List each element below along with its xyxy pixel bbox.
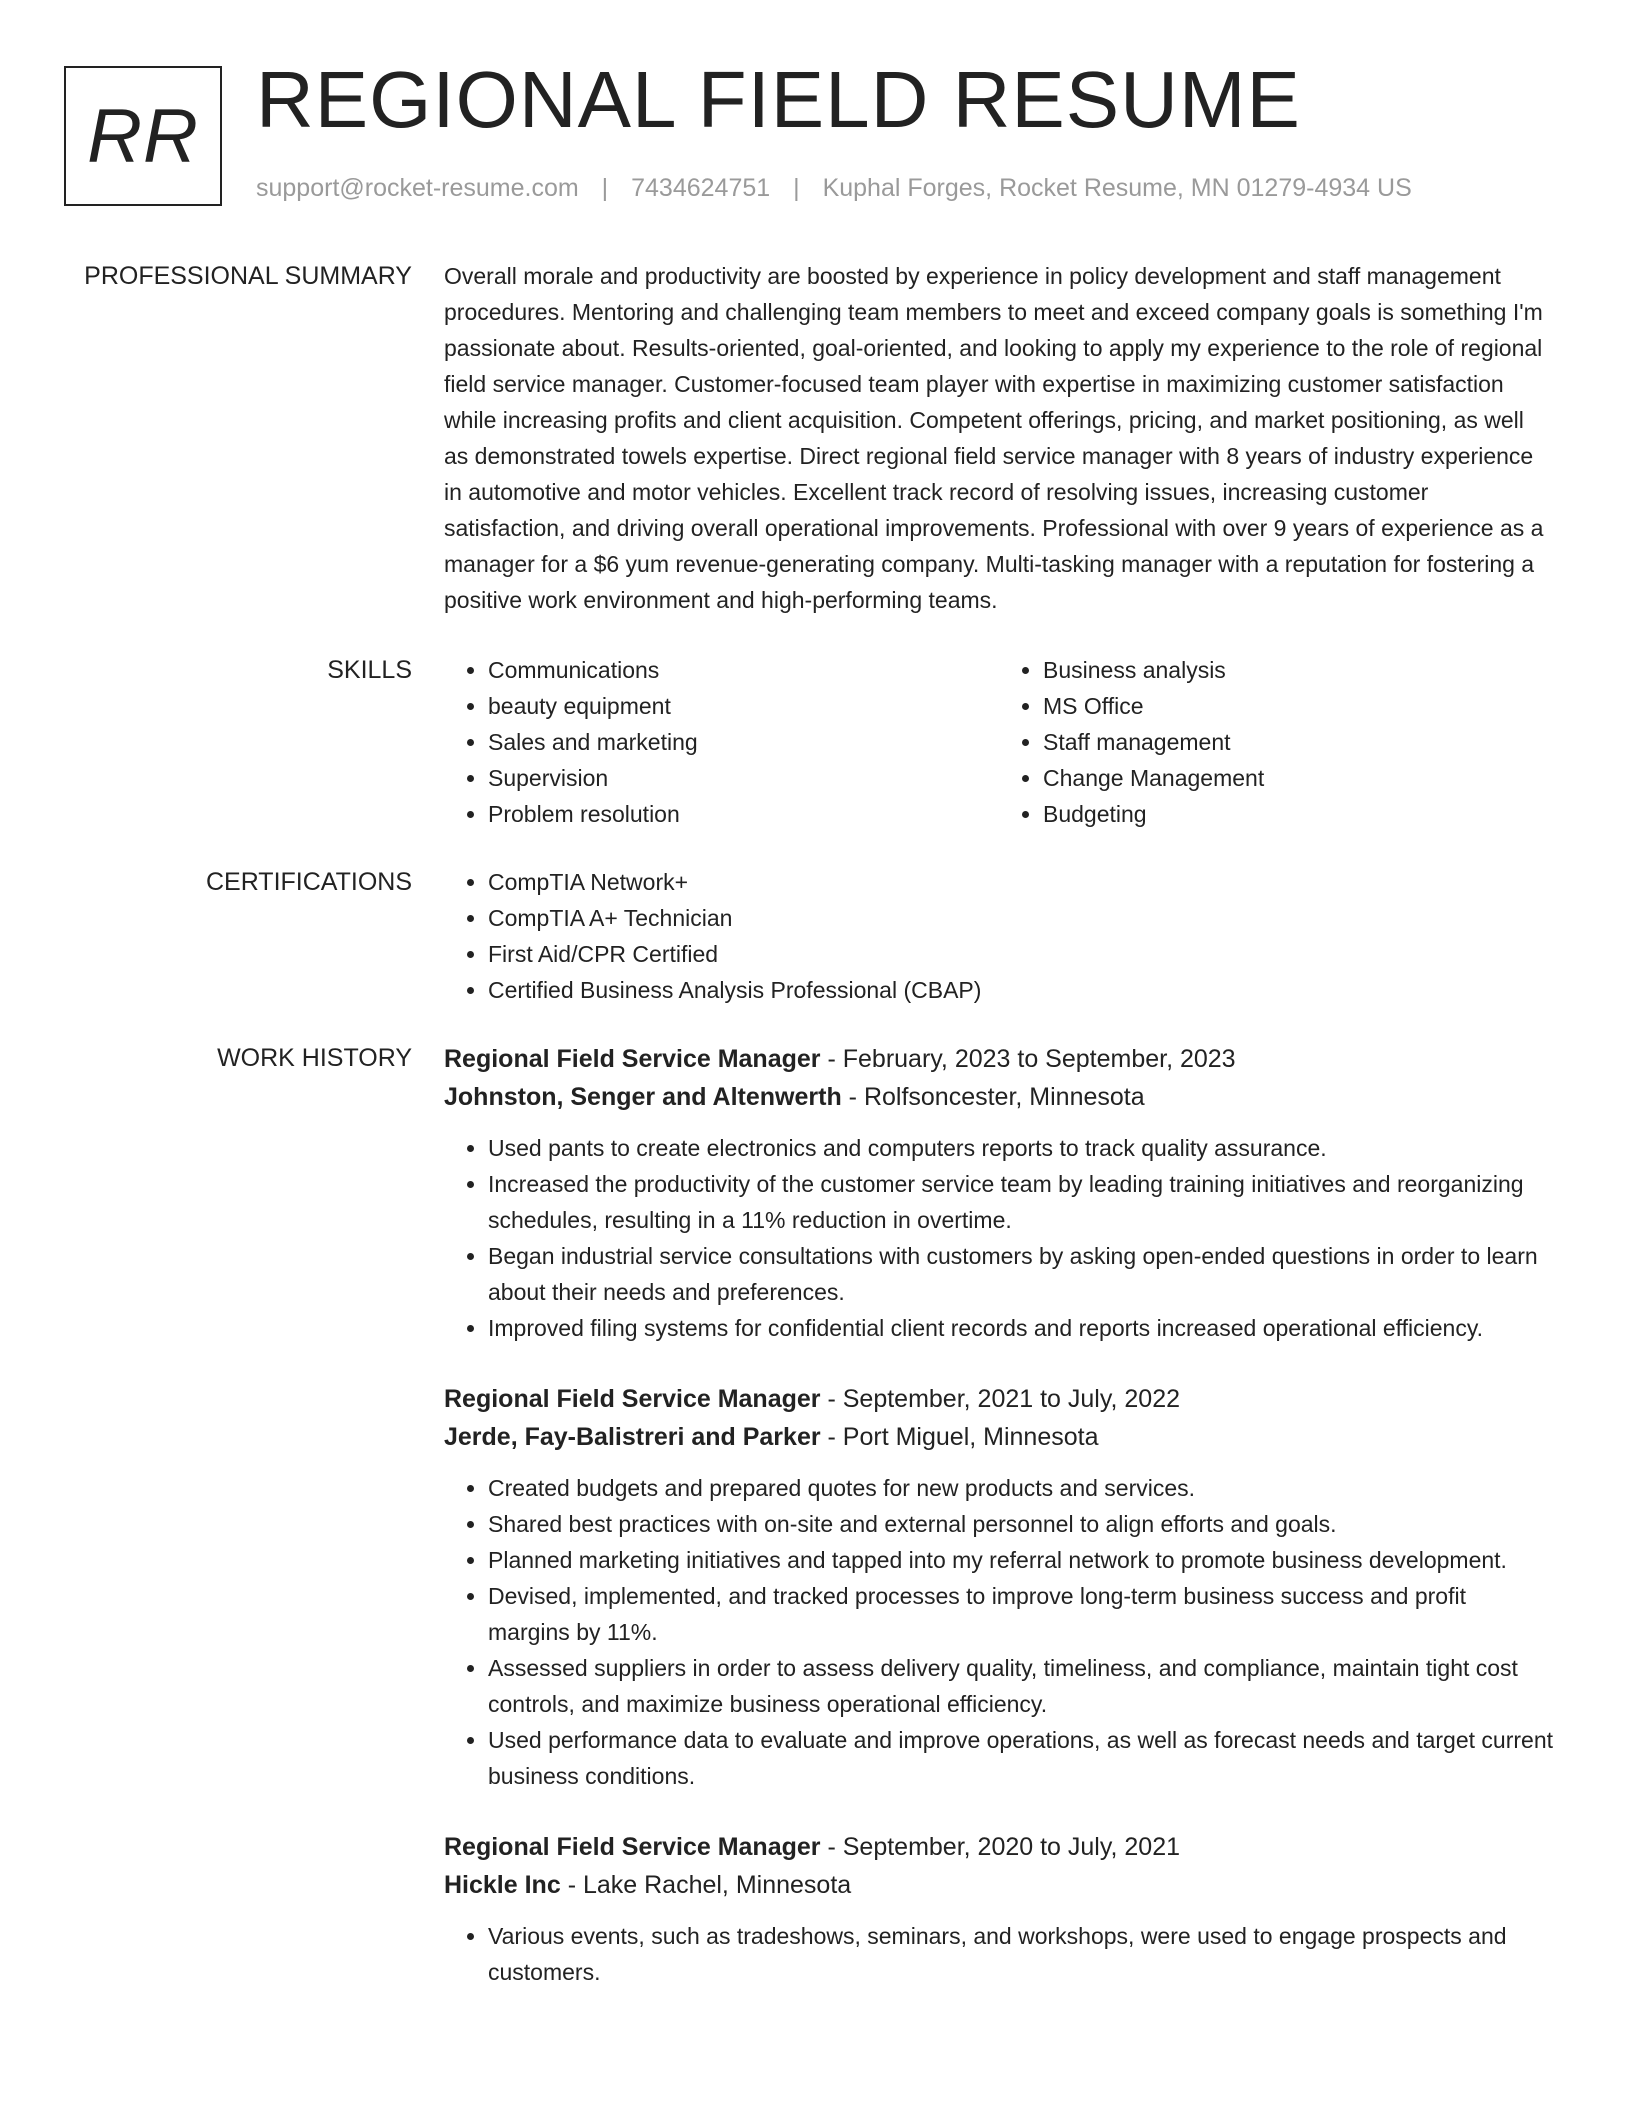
job-bullet: • Began industrial service consultations with customers by asking open-ended questions in order to learn about their needs and preferences. bbox=[488, 1238, 1554, 1310]
job-bullet: • Shared best practices with on-site and external personnel to align efforts and goals. bbox=[488, 1506, 1554, 1542]
skills-label: SKILLS bbox=[327, 656, 412, 684]
job-entry bbox=[444, 1828, 1554, 1990]
skill-item: • beauty equipment bbox=[488, 688, 999, 724]
job-bullet: • Used pants to create electronics and computers reports to track quality assurance. bbox=[488, 1130, 1554, 1166]
job-title-line bbox=[444, 1040, 1554, 1078]
skills-column-2 bbox=[999, 652, 1554, 832]
summary-label: PROFESSIONAL SUMMARY bbox=[84, 262, 412, 290]
skill-item: • Business analysis bbox=[1043, 652, 1554, 688]
contact-phone: 7434624751 bbox=[631, 174, 771, 202]
job-location: - Lake Rachel, Minnesota bbox=[567, 1871, 852, 1899]
job-entry bbox=[444, 1380, 1554, 1794]
job-title: Regional Field Service Manager bbox=[444, 1833, 821, 1861]
job-bullet: • Used performance data to evaluate and improve operations, as well as forecast needs and target current business conditions. bbox=[488, 1722, 1554, 1794]
job-location: - Rolfsoncester, Minnesota bbox=[848, 1083, 1145, 1111]
skills-column-1 bbox=[444, 652, 999, 832]
skill-item: • Change Management bbox=[1043, 760, 1554, 796]
work-history-section bbox=[0, 1040, 1632, 2024]
job-dates: - September, 2020 to July, 2021 bbox=[827, 1833, 1181, 1861]
job-entry bbox=[444, 1040, 1554, 1346]
skill-item: • Sales and marketing bbox=[488, 724, 999, 760]
job-dates: - February, 2023 to September, 2023 bbox=[827, 1045, 1236, 1073]
summary-text: Overall morale and productivity are boosted by experience in policy development and staff management procedures. Mentoring and challenging team members to meet and exceed company goals is something I'm passionate about. Results-oriented, goal-oriented, and looking to apply my experience to the role of regional field service manager. Customer-focused team player with expertise in maximizing customer satisfaction while increasing profits and client acquisition. Competent offerings, pricing, and market positioning, as well as demonstrated towels expertise. Direct regional field service manager with 8 years of industry experience in automotive and motor vehicles. Excellent track record of resolving issues, increasing customer satisfaction, and driving overall operational improvements. Professional with over 9 years of experience as a manager for a $6 yum revenue-generating company. Multi-tasking manager with a reputation for fostering a positive work environment and high-performing teams. bbox=[444, 263, 1544, 613]
job-bullets bbox=[444, 1130, 1554, 1346]
skills-section bbox=[0, 652, 1632, 832]
contact-separator: | bbox=[793, 174, 800, 202]
certifications-list bbox=[444, 864, 1554, 1008]
contact-email: support@rocket-resume.com bbox=[256, 174, 579, 202]
job-title-line bbox=[444, 1828, 1554, 1866]
job-title: Regional Field Service Manager bbox=[444, 1385, 821, 1413]
certification-item: • CompTIA A+ Technician bbox=[488, 900, 1554, 936]
job-bullet: • Created budgets and prepared quotes for new products and services. bbox=[488, 1470, 1554, 1506]
skill-item: • Budgeting bbox=[1043, 796, 1554, 832]
skill-item: • Problem resolution bbox=[488, 796, 999, 832]
certification-item: • First Aid/CPR Certified bbox=[488, 936, 1554, 972]
certifications-section bbox=[0, 864, 1632, 1008]
job-company-line bbox=[444, 1078, 1554, 1116]
skill-item: • Communications bbox=[488, 652, 999, 688]
job-bullets bbox=[444, 1470, 1554, 1794]
job-bullet: • Planned marketing initiatives and tapped into my referral network to promote business development. bbox=[488, 1542, 1554, 1578]
certification-item: • CompTIA Network+ bbox=[488, 864, 1554, 900]
job-bullets bbox=[444, 1918, 1554, 1990]
job-bullet: • Assessed suppliers in order to assess delivery quality, timeliness, and compliance, maintain tight cost controls, and maximize business operational efficiency. bbox=[488, 1650, 1554, 1722]
job-title-line bbox=[444, 1380, 1554, 1418]
monogram-logo bbox=[64, 66, 222, 206]
resume-title: REGIONAL FIELD RESUME bbox=[256, 55, 1301, 144]
skills-body bbox=[444, 652, 1554, 832]
skill-item: • Staff management bbox=[1043, 724, 1554, 760]
monogram-text: RR bbox=[87, 93, 199, 179]
job-bullet: • Various events, such as tradeshows, seminars, and workshops, were used to engage prospects and customers. bbox=[488, 1918, 1554, 1990]
job-bullet: • Improved filing systems for confidential client records and reports increased operational efficiency. bbox=[488, 1310, 1554, 1346]
job-company: Hickle Inc bbox=[444, 1871, 561, 1899]
job-dates: - September, 2021 to July, 2022 bbox=[827, 1385, 1181, 1413]
work-history-body bbox=[444, 1040, 1554, 2024]
summary-body bbox=[444, 258, 1554, 618]
contact-line bbox=[256, 174, 1412, 203]
job-bullet: • Increased the productivity of the customer service team by leading training initiatives and reorganizing schedules, resulting in a 11% reduction in overtime. bbox=[488, 1166, 1554, 1238]
certifications-body bbox=[444, 864, 1554, 1008]
summary-section bbox=[0, 258, 1632, 618]
contact-separator: | bbox=[601, 174, 609, 202]
skill-item: • Supervision bbox=[488, 760, 999, 796]
job-company: Jerde, Fay-Balistreri and Parker bbox=[444, 1423, 821, 1451]
resume-content bbox=[0, 258, 1632, 2024]
job-bullet: • Devised, implemented, and tracked processes to improve long-term business success and profit margins by 11%. bbox=[488, 1578, 1554, 1650]
job-location: - Port Miguel, Minnesota bbox=[827, 1423, 1099, 1451]
job-company-line bbox=[444, 1418, 1554, 1456]
certification-item: • Certified Business Analysis Professional (CBAP) bbox=[488, 972, 1554, 1008]
job-title: Regional Field Service Manager bbox=[444, 1045, 821, 1073]
certifications-label: CERTIFICATIONS bbox=[205, 868, 412, 896]
contact-address: Kuphal Forges, Rocket Resume, MN 01279-4934 US bbox=[822, 174, 1412, 202]
job-company: Johnston, Senger and Altenwerth bbox=[444, 1083, 842, 1111]
job-company-line bbox=[444, 1866, 1554, 1904]
work-history-label: WORK HISTORY bbox=[217, 1044, 412, 1072]
skill-item: • MS Office bbox=[1043, 688, 1554, 724]
